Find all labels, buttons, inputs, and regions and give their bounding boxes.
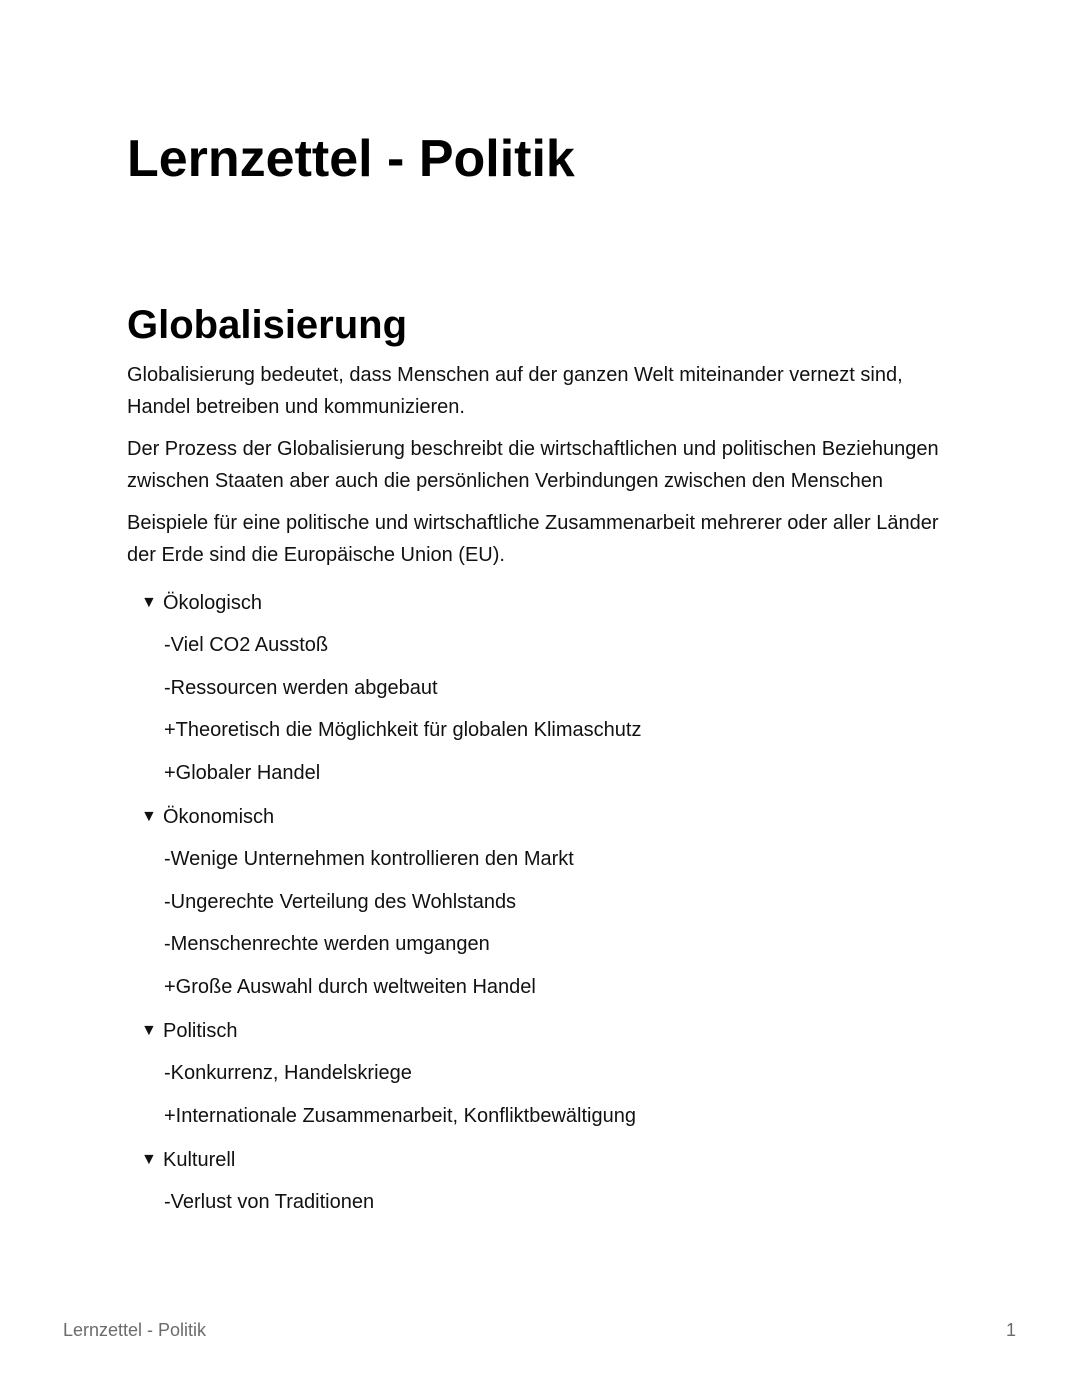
list-item: -Konkurrenz, Handelskriege <box>164 1062 412 1084</box>
triangle-down-icon[interactable]: ▼ <box>141 808 157 825</box>
paragraph: Beispiele für eine politische und wirtschaftliche Zusammenarbeit mehrerer oder aller Länder der Erde sind die Europäische Union (EU). <box>127 512 939 566</box>
list-item: -Wenige Unternehmen kontrollieren den Markt <box>164 848 574 870</box>
toggle-label: Ökologisch <box>163 592 262 614</box>
toggle-block-oekologisch <box>127 582 957 794</box>
triangle-down-icon[interactable]: ▼ <box>141 594 157 611</box>
toggle-label: Politisch <box>163 1020 238 1042</box>
list-item: +Große Auswahl durch weltweiten Handel <box>164 975 536 998</box>
toggle-block-kulturell <box>127 1139 957 1224</box>
triangle-down-icon[interactable]: ▼ <box>141 1022 157 1039</box>
list-item: -Menschenrechte werden umgangen <box>164 933 490 955</box>
footer-page-number: 1 <box>1005 1320 1016 1340</box>
toggle-label: Kulturell <box>163 1149 236 1171</box>
list-item: -Ungerechte Verteilung des Wohlstands <box>164 890 517 913</box>
toggle-body <box>127 838 957 1008</box>
page-title: Lernzettel - Politik <box>127 130 575 188</box>
toggle-block-oekonomisch <box>127 796 957 1008</box>
list-item: -Viel CO2 Ausstoß <box>164 634 329 656</box>
footer-document-name: Lernzettel - Politik <box>63 1320 207 1340</box>
toggle-header-kulturell[interactable] <box>127 1139 957 1181</box>
list-item: -Ressourcen werden abgebaut <box>164 676 438 699</box>
paragraph: Der Prozess der Globalisierung beschreibt die wirtschaftlichen und politischen Beziehungen zwischen Staaten aber auch die persönlichen Verbindungen zwischen den Menschen <box>127 438 939 492</box>
paragraph: Globalisierung bedeutet, dass Menschen auf der ganzen Welt miteinander vernezt sind, Handel betreiben und kommunizieren. <box>127 364 903 418</box>
list-item: +Globaler Handel <box>164 761 321 784</box>
triangle-down-icon[interactable]: ▼ <box>141 1151 157 1168</box>
section-heading: Globalisierung <box>127 303 408 347</box>
content-area <box>127 300 957 1226</box>
toggle-header-oekologisch[interactable] <box>127 582 957 624</box>
toggle-header-politisch[interactable] <box>127 1010 957 1052</box>
toggle-body <box>127 624 957 794</box>
list-item: +Theoretisch die Möglichkeit für globalen Klimaschutz <box>164 719 642 741</box>
toggle-label: Ökonomisch <box>163 806 275 828</box>
toggle-body <box>127 1052 957 1137</box>
toggle-header-oekonomisch[interactable] <box>127 796 957 838</box>
list-item: -Verlust von Traditionen <box>164 1191 375 1213</box>
list-item: +Internationale Zusammenarbeit, Konfliktbewältigung <box>164 1104 636 1127</box>
toggle-body <box>127 1181 957 1224</box>
toggle-block-politisch <box>127 1010 957 1137</box>
